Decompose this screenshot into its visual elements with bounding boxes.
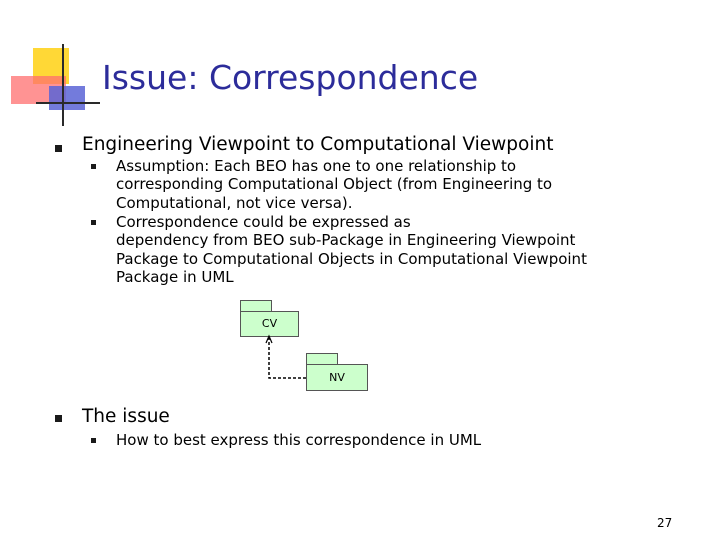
bullet-square-icon bbox=[55, 145, 62, 152]
logo-horizontal-line bbox=[36, 102, 100, 104]
sub-bullet-line: Package to Computational Objects in Computational Viewpoint bbox=[116, 249, 587, 268]
sub-bullet-text bbox=[116, 157, 552, 212]
slide-title: Issue: Correspondence bbox=[102, 58, 479, 97]
sub-bullet-line: Correspondence could be expressed as bbox=[116, 213, 411, 231]
dependency-arrow bbox=[240, 300, 370, 392]
bullet-text: Engineering Viewpoint to Computational Viewpoint bbox=[82, 134, 554, 155]
sub-bullet-line: Assumption: Each BEO has one to one relationship to bbox=[116, 157, 517, 175]
nv-package-label: NV bbox=[329, 371, 345, 384]
sub-bullet-square-icon bbox=[91, 438, 96, 443]
logo-vertical-line bbox=[62, 44, 64, 126]
bullet-square-icon bbox=[55, 415, 62, 422]
sub-bullet-line: How to best express this correspondence in UML bbox=[116, 431, 482, 449]
uml-package-diagram bbox=[240, 300, 370, 392]
sub-bullet-line: Computational, not vice versa). bbox=[116, 193, 353, 212]
bullet-text: The issue bbox=[82, 406, 170, 427]
sub-bullet-text bbox=[116, 431, 481, 449]
sub-bullet-line: dependency from BEO sub-Package in Engineering Viewpoint bbox=[116, 231, 576, 250]
sub-bullet-line: Package in UML bbox=[116, 268, 234, 287]
page-number: 27 bbox=[657, 516, 673, 530]
sub-bullet-line: corresponding Computational Object (from Engineering to bbox=[116, 175, 553, 194]
sub-bullet-text bbox=[116, 213, 587, 287]
sub-bullet-square-icon bbox=[91, 164, 96, 169]
cv-package-label: CV bbox=[261, 317, 278, 330]
logo-blue-square bbox=[49, 86, 85, 110]
sub-bullet-square-icon bbox=[91, 220, 96, 225]
